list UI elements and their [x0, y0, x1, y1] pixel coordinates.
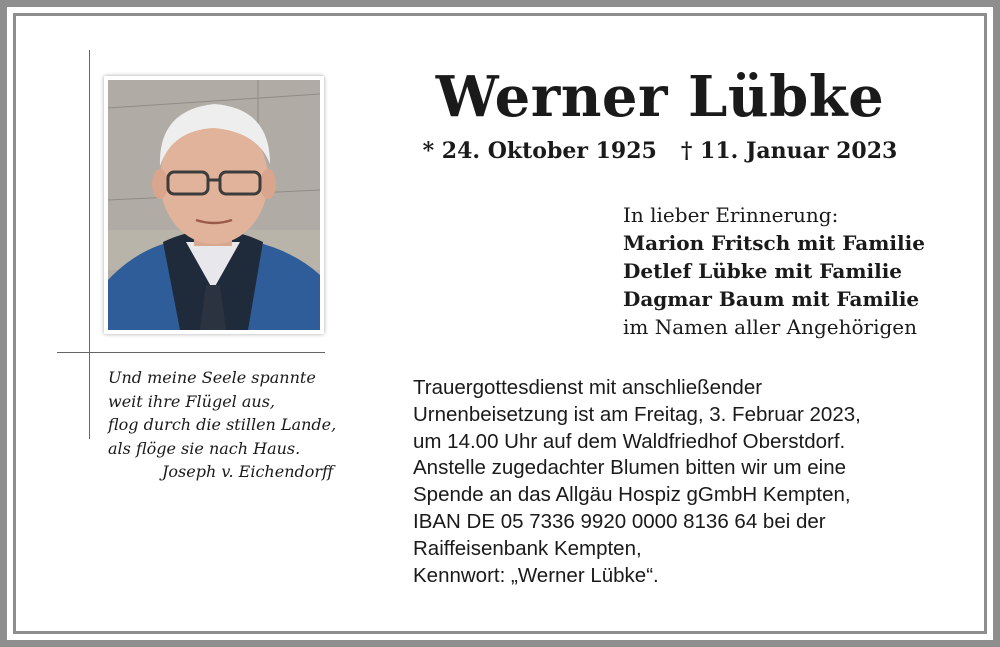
poem-quote	[108, 366, 348, 484]
service-line: Anstelle zugedachter Blumen bitten wir um eine	[413, 456, 847, 480]
family-block	[623, 201, 963, 341]
life-dates	[400, 138, 920, 164]
deceased-name: Werner Lübke	[435, 64, 885, 130]
quote-line: als flöge sie nach Haus.	[108, 438, 301, 458]
quote-line: Und meine Seele spannte	[108, 368, 316, 387]
family-member: Detlef Lübke mit Familie	[623, 259, 903, 283]
quote-line: weit ihre Flügel aus,	[108, 391, 275, 411]
quote-line: flog durch die stillen Lande,	[108, 415, 337, 434]
death-date: † 11. Januar 2023	[680, 138, 898, 164]
service-line: IBAN DE 05 7336 9920 0000 8136 64 bei der	[413, 509, 826, 533]
service-line: Urnenbeisetzung ist am Freitag, 3. Februar 2023,	[413, 402, 861, 426]
family-closing: im Namen aller Angehörigen	[623, 315, 918, 339]
family-member: Dagmar Baum mit Familie	[623, 287, 920, 311]
family-member: Marion Fritsch mit Familie	[623, 231, 925, 255]
service-line: Raiffeisenbank Kempten,	[413, 536, 642, 560]
service-line: Trauergottesdienst mit anschließender	[413, 376, 763, 399]
service-info	[413, 375, 973, 589]
service-line: um 14.00 Uhr auf dem Waldfriedhof Oberstdorf.	[413, 429, 846, 453]
service-line: Kennwort: „Werner Lübke“.	[413, 563, 659, 587]
quote-author: Joseph v. Eichendorff	[162, 462, 334, 481]
vertical-divider	[89, 50, 90, 439]
service-line: Spende an das Allgäu Hospiz gGmbH Kempten,	[413, 483, 851, 507]
family-intro: In lieber Erinnerung:	[623, 203, 839, 227]
birth-date: * 24. Oktober 1925	[422, 138, 657, 164]
horizontal-divider	[57, 352, 325, 353]
portrait-photo	[104, 76, 324, 334]
portrait-image	[108, 80, 320, 330]
